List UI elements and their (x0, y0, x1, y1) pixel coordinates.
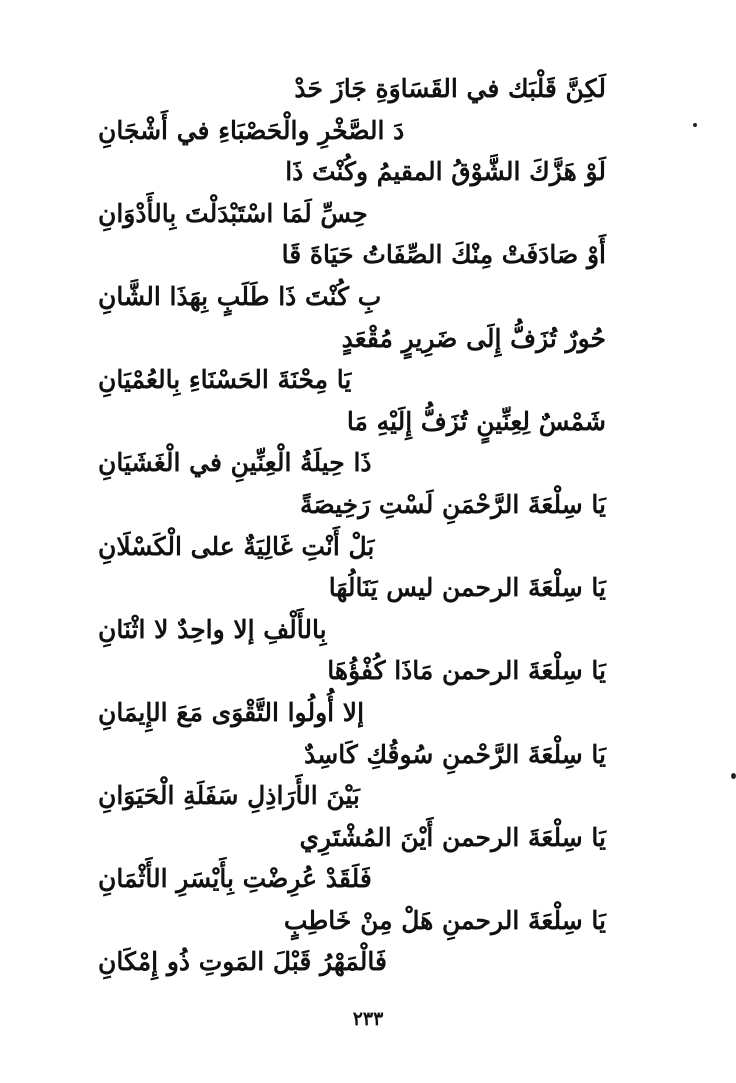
verse-line (0, 526, 736, 568)
verse-line-text: بِالأَلْفِ إلا واحِدٌ لا اثْنَانِ (98, 614, 327, 644)
verse-line (0, 858, 736, 900)
verse-line: حُورٌ تُزَفُّ إِلَى ضَرِيرٍ مُقْعَدٍ (341, 323, 606, 353)
verse-line (0, 775, 736, 817)
verse-line: أَوْ صَادَفَتْ مِنْكَ الصِّفَاتُ حَيَاةَ قَا (281, 240, 606, 270)
verse-line-text: بَلْ أَنْتِ غَالِيَةٌ على الْكَسْلَانِ (98, 531, 375, 561)
verse-line-text: ذَا حِيلَةُ الْعِنِّينِ في الْغَشَيَانِ (98, 448, 372, 478)
verse-line: يَا سِلْعَةَ الرحمن ليس يَنَالُهَا (328, 573, 606, 603)
verse-line: يَا سِلْعَةَ الرحمن أَيْنَ المُشْتَرِي (299, 822, 606, 852)
verse-line (0, 692, 736, 734)
poem-text (0, 68, 736, 983)
verse-line (0, 193, 736, 235)
verse-line: يَا سِلْعَةَ الرحمن مَاذَا كُفْؤُهَا (327, 656, 606, 686)
scan-speck (731, 773, 736, 779)
verse-line: يَا سِلْعَةَ الرحمنِ هَلْ مِنْ خَاطِبٍ (283, 905, 606, 935)
verse-line: شَمْسٌ لِعِنِّينٍ تُزَفُّ إِلَيْهِ مَا (346, 406, 606, 436)
verse-line-text: بَيْنَ الأَرَاذِلِ سَفَلَةِ الْحَيَوَانِ (98, 781, 360, 811)
verse-line: يَا سِلْعَةَ الرَّحْمنِ سُوقُكِ كَاسِدٌ (304, 739, 606, 769)
verse-line: يَا سِلْعَةَ الرَّحْمَنِ لَسْتِ رَخِيصَةً (300, 489, 606, 519)
scan-speck (693, 123, 697, 127)
verse-line-text: يَا مِحْنَةَ الحَسْنَاءِ بِالعُمْيَانِ (98, 365, 352, 395)
verse-line-text: دَ الصَّخْرِ والْحَصْبَاءِ في أَشْجَانِ (98, 115, 405, 145)
verse-line-text: حِسِّ لَمَا اسْتَبْدَلْتَ بِالأَدْوَانِ (98, 198, 368, 228)
page-number: ٢٣٣ (352, 1008, 384, 1030)
verse-line-text: فَالْمَهْرُ قَبْلَ المَوتِ ذُو إِمْكَانِ (98, 947, 387, 977)
verse-line-text: فَلَقَدْ عُرِضْتِ بِأَيْسَرِ الأَثْمَانِ (98, 864, 372, 894)
verse-line (0, 276, 736, 318)
verse-line (0, 442, 736, 484)
verse-line (0, 609, 736, 651)
verse-line: لَوْ هَزَّكَ الشَّوْقُ المقيمُ وكُنْتَ ذَا (285, 157, 606, 187)
verse-line (0, 110, 736, 152)
verse-line: لَكِنَّ قَلْبَك في القَسَاوَةِ جَازَ حَدْ (294, 74, 606, 103)
verse-line (0, 359, 736, 401)
verse-line-text: بِ كُنْتَ ذَا طَلَبٍ بِهَذَا الشَّانِ (98, 281, 382, 311)
verse-line (0, 941, 736, 983)
verse-line-text: إلا أُولُوا التَّقْوَى مَعَ الإِيمَانِ (98, 697, 365, 727)
